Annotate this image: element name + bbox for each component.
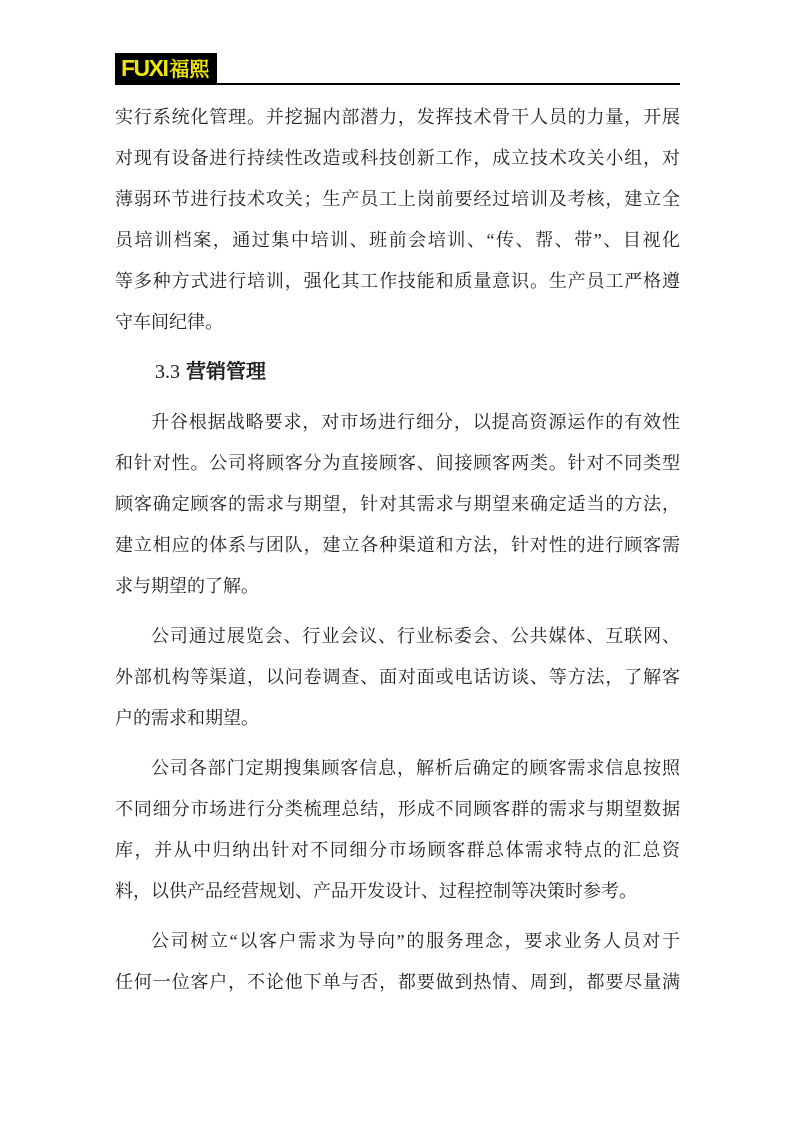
section-heading-title: 营销管理 <box>186 361 266 383</box>
text-line: 外部机构等渠道，以问卷调查、面对面或电话访谈、等方法，了解客 <box>115 667 680 687</box>
text-line: 不同细分市场进行分类梳理总结，形成不同顾客群的需求与期望数据 <box>115 799 680 819</box>
text-line: 实行系统化管理。并挖掘内部潜力，发挥技术骨干人员的力量，开展 <box>115 107 680 127</box>
text-line: 员培训档案，通过集中培训、班前会培训、“传、帮、带”、目视化 <box>115 230 680 250</box>
intro-paragraph-block <box>115 97 680 343</box>
section-paragraphs-block <box>115 402 680 1003</box>
section-heading <box>115 352 680 393</box>
text-line: 公司树立“以客户需求为导向”的服务理念，要求业务人员对于 <box>151 931 680 951</box>
text-line: 对现有设备进行持续性改造或科技创新工作，成立技术攻关小组，对 <box>115 148 680 168</box>
text-line: 建立相应的体系与团队，建立各种渠道和方法，针对性的进行顾客需 <box>115 535 680 555</box>
text-line: 求与期望的了解。 <box>115 576 259 596</box>
text-line: 等多种方式进行培训，强化其工作技能和质量意识。生产员工严格遵 <box>115 271 680 291</box>
page-header <box>115 53 680 85</box>
logo-cjk-text: 福熙 <box>169 59 210 81</box>
text-line: 和针对性。公司将顾客分为直接顾客、间接顾客两类。针对不同类型 <box>115 453 680 473</box>
text-line: 公司通过展览会、行业会议、行业标委会、公共媒体、互联网、 <box>151 626 680 646</box>
text-line: 顾客确定顾客的需求与期望，针对其需求与期望来确定适当的方法， <box>115 494 680 514</box>
text-line: 升谷根据战略要求，对市场进行细分，以提高资源运作的有效性 <box>151 412 680 432</box>
section-heading-number: 3.3 <box>155 361 180 383</box>
paragraph <box>115 616 680 739</box>
text-line: 库，并从中归纳出针对不同细分市场顾客群总体需求特点的汇总资 <box>115 840 680 860</box>
fuxi-logo <box>115 53 217 83</box>
paragraph <box>115 402 680 607</box>
text-line: 公司各部门定期搜集顾客信息，解析后确定的顾客需求信息按照 <box>151 758 680 778</box>
text-line: 薄弱环节进行技术攻关；生产员工上岗前要经过培训及考核，建立全 <box>115 189 680 209</box>
text-line: 料，以供产品经营规划、产品开发设计、过程控制等决策时参考。 <box>115 881 637 901</box>
paragraph <box>115 921 680 1003</box>
text-line: 户的需求和期望。 <box>115 708 259 728</box>
paragraph <box>115 748 680 912</box>
paragraph <box>115 97 680 343</box>
logo-latin-text: FUXI <box>121 55 168 81</box>
text-line: 任何一位客户，不论他下单与否，都要做到热情、周到，都要尽量满 <box>115 972 680 992</box>
text-line: 守车间纪律。 <box>115 312 223 332</box>
document-body <box>115 97 680 1003</box>
